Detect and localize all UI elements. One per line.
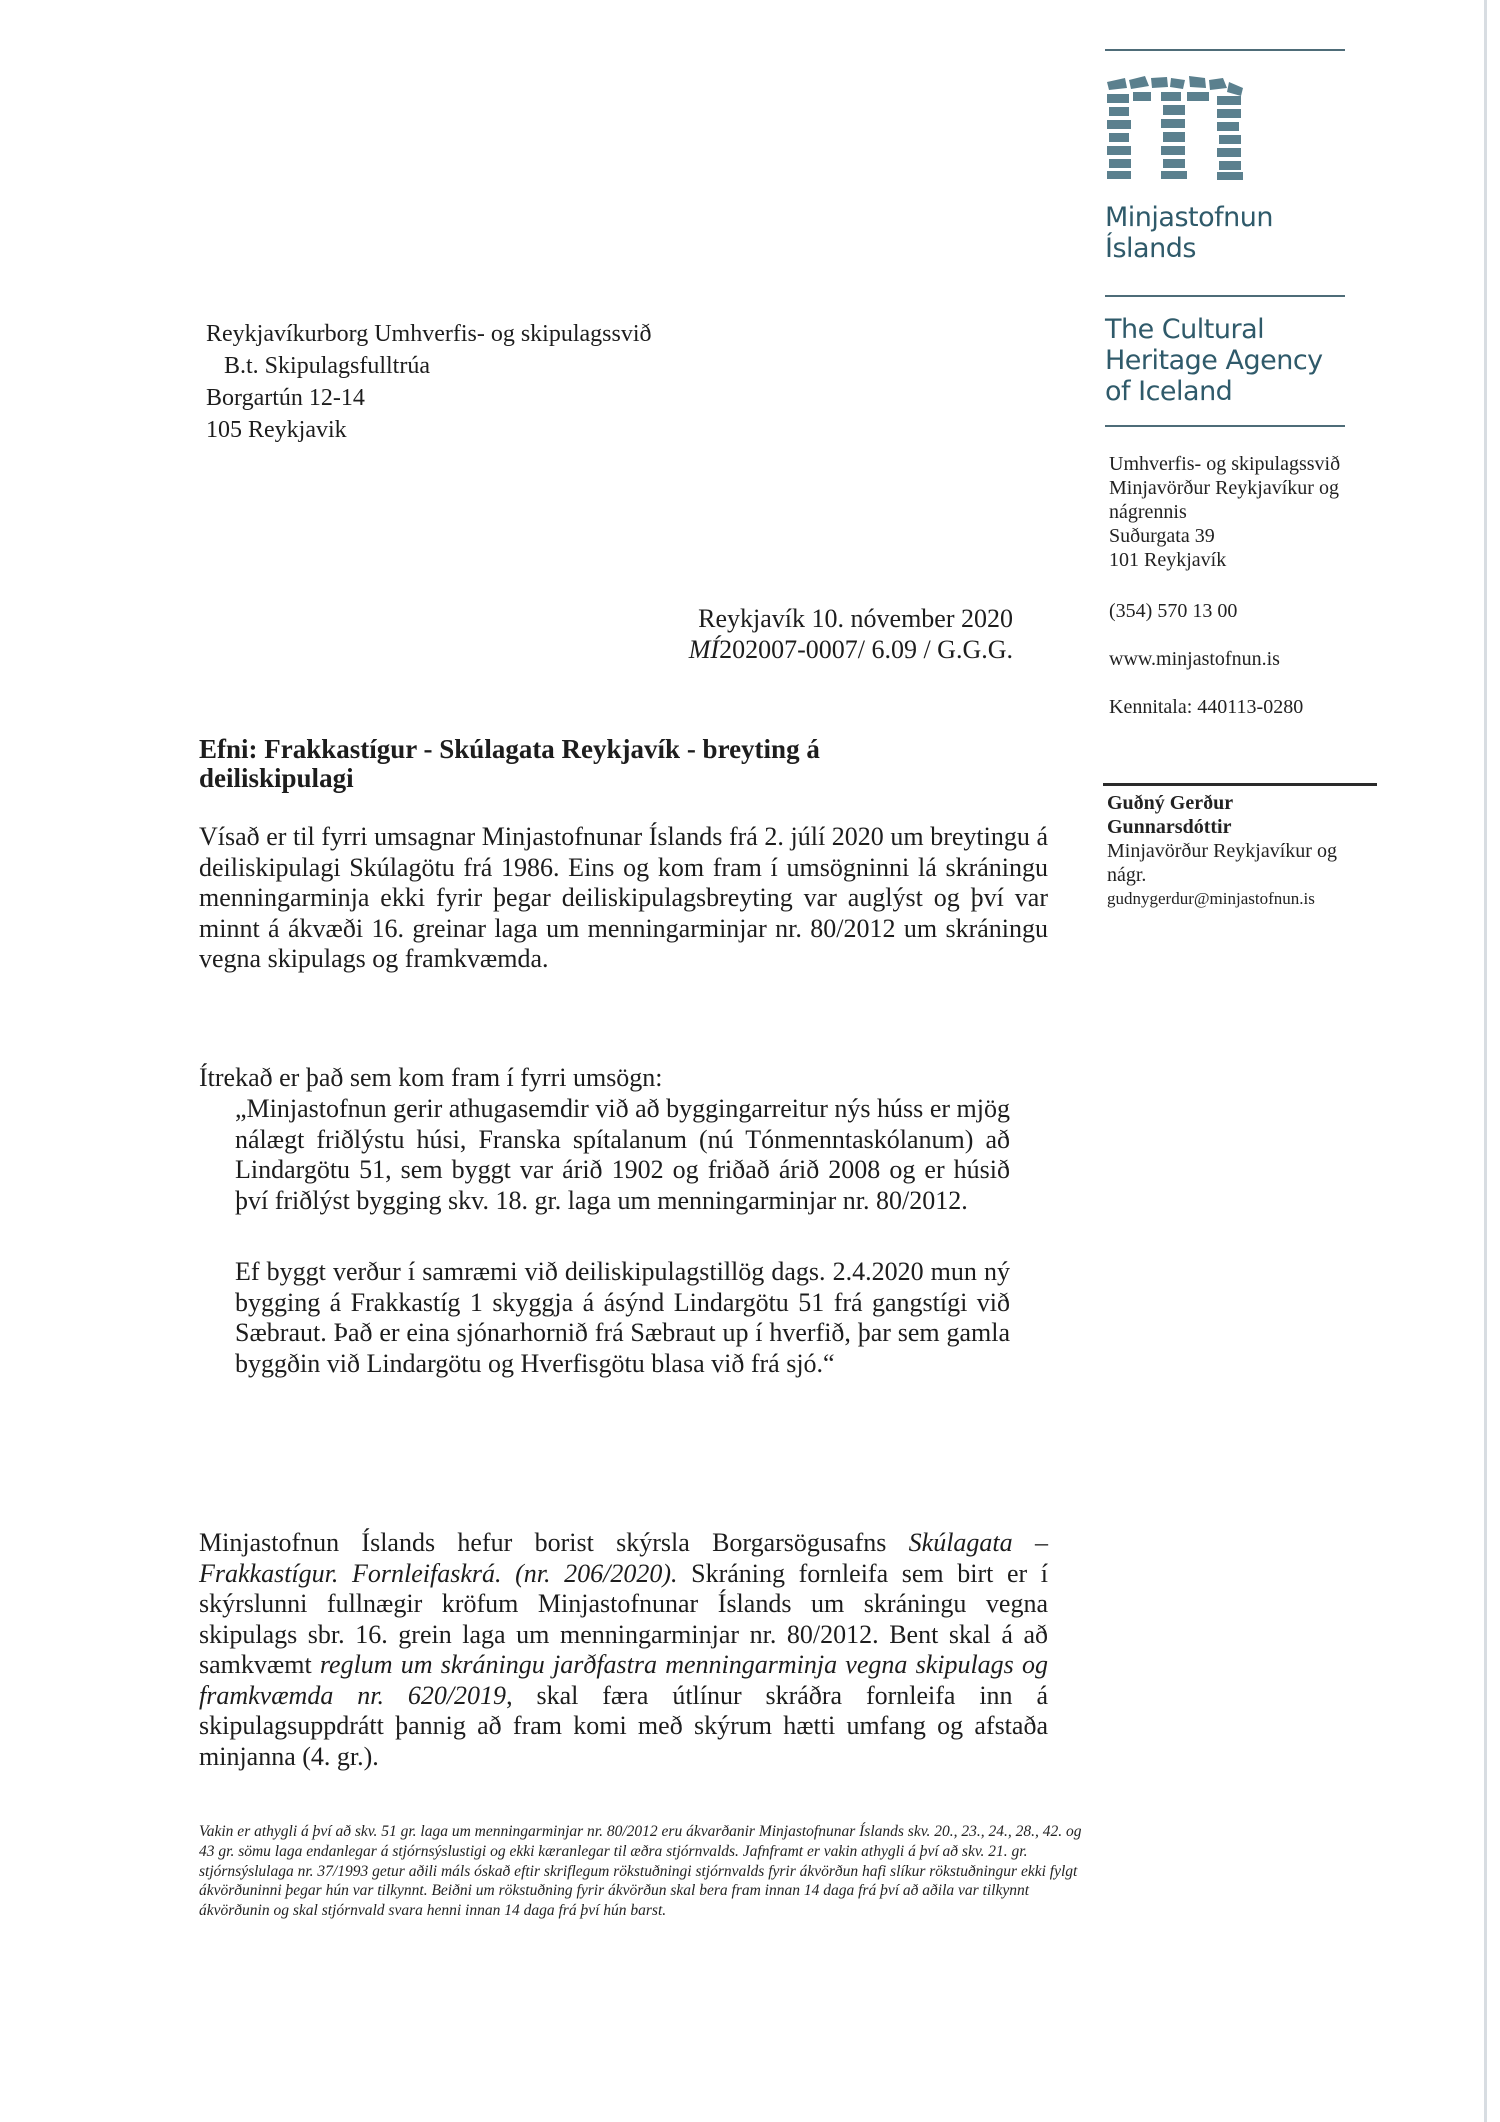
contact-name: Guðný Gerður bbox=[1107, 792, 1234, 814]
address-line: Minjavörður Reykjavíkur og bbox=[1109, 477, 1339, 499]
text-run: Minjastofnun Íslands hefur borist skýrsla Borgarsögusafns bbox=[199, 1528, 909, 1557]
letter-date: Reykjavík 10. nóvember 2020 bbox=[698, 604, 1013, 633]
recipient-line: Borgartún 12-14 bbox=[206, 385, 365, 411]
sender-phone: (354) 570 13 00 bbox=[1109, 600, 1238, 622]
contact-email[interactable]: gudnygerdur@minjastofnun.is bbox=[1107, 889, 1315, 908]
paragraph: Vísað er til fyrri umsagnar Minjastofnunar Íslands frá 2. júlí 2020 um breytingu á deiliskipulagi Skúlagötu frá 1986. Eins og kom fram í umsögninni lá skráningu menningarminja ekki fyrir þegar deiliskipulagsbreyting var auglýst og því var minnt á ákvæði 16. greinar laga um menningarminjar nr. 80/2012 um skráningu vegna skipulags og framkvæmda. bbox=[199, 822, 1048, 973]
quote-paragraph: Ef byggt verður í samræmi við deiliskipulagstillög dags. 2.4.2020 mun ný bygging á Frakkastíg 1 skyggja á ásýnd Lindargötu 51 frá gangstígi við Sæbraut. Það er eina sjónarhornið frá Sæbraut up í hverfið, þar sem gamla byggðin við Lindargötu og Hverfisgötu blasa við frá sjó.“ bbox=[235, 1257, 1010, 1378]
org-name-is bbox=[1105, 202, 1273, 264]
regulation-title: reglum um skráningu jarðfastra menningarminja vegna skipulags og framkvæmda nr. 620/2019 bbox=[199, 1650, 1049, 1710]
recipient-line: Reykjavíkurborg Umhverfis- og skipulagssvið bbox=[206, 321, 652, 347]
sender-address bbox=[1109, 452, 1340, 572]
org-name-line: Íslands bbox=[1105, 233, 1196, 264]
org-name-line: The Cultural bbox=[1105, 314, 1265, 345]
recipient-line: 105 Reykjavik bbox=[206, 417, 347, 443]
reference-number bbox=[560, 634, 1013, 665]
divider bbox=[1105, 425, 1345, 427]
contact-title: Minjavörður Reykjavíkur og bbox=[1107, 840, 1337, 862]
address-line: Umhverfis- og skipulagssvið bbox=[1109, 453, 1341, 475]
contact-title: nágr. bbox=[1107, 864, 1147, 886]
quote-paragraph: „Minjastofnun gerir athugasemdir við að byggingarreitur nýs húss er mjög nálægt friðlýstu húsi, Franska spítalanum (nú Tónmenntaskólanum) að Lindargötu 51, sem byggt var árið 1902 og friðað árið 2008 og er húsið því friðlýst bygging skv. 18. gr. laga um menningarminjar nr. 80/2012. bbox=[235, 1094, 1010, 1215]
subject-line: Efni: Frakkastígur - Skúlagata Reykjavík - breyting á deiliskipulagi bbox=[199, 734, 820, 793]
divider bbox=[1105, 295, 1345, 297]
address-line: nágrennis bbox=[1109, 501, 1187, 523]
paragraph bbox=[199, 1528, 1048, 1772]
contact-name: Gunnarsdóttir bbox=[1107, 816, 1232, 838]
reference-rest: 202007-0007/ 6.09 / G.G.G. bbox=[719, 635, 1013, 664]
scan-edge bbox=[1484, 0, 1487, 2122]
paragraph: Ítrekað er það sem kom fram í fyrri umsögn: bbox=[199, 1063, 663, 1092]
text-run: Skráning fornleifa sem birt er í skýrslunni fullnægir kröfum Minjastofnunar Íslands um skráningu vegna skipulags sbr. 16. grein laga um menningarminjar nr. 80/2012. Bent skal á að samkvæmt bbox=[199, 1558, 1048, 1679]
divider bbox=[1105, 49, 1345, 51]
org-name-line: Heritage Agency bbox=[1105, 345, 1323, 376]
stone-arch-m-logo-icon bbox=[1105, 74, 1250, 182]
reference-prefix: MÍ bbox=[688, 635, 720, 664]
recipient-line: B.t. Skipulagsfulltrúa bbox=[224, 353, 430, 379]
org-name-line: Minjastofnun bbox=[1105, 202, 1273, 233]
org-name-line: of Iceland bbox=[1105, 376, 1233, 407]
date-reference bbox=[560, 603, 1013, 665]
divider bbox=[1103, 783, 1377, 786]
legal-footnote: Vakin er athygli á því að skv. 51 gr. laga um menningarminjar nr. 80/2012 eru ákvarðanir Minjastofnunar Íslands skv. 20., 23., 24., 28., 42. og 43 gr. sömu laga endanlegar á stjórnsýslustigi og ekki kæranlegar til æðra stjórnvalds. Jafnframt er vakin athygli á því að skv. 21. gr. stjórnsýslulaga nr. 37/1993 getur aðili máls óskað eftir skriflegum rökstuðningi stjórnvalds fyrir ákvörðun hafi slíkur rökstuðningur ekki fylgt ákvörðuninni þegar hún var tilkynnt. Beiðni um rökstuðning fyrir ákvörðun skal bera fram innan 14 daga frá því að aðila var tilkynnt ákvörðunin og skal stjórnvald svara henni innan 14 daga frá því hún barst. bbox=[199, 1823, 1082, 1920]
sender-website[interactable]: www.minjastofnun.is bbox=[1109, 648, 1280, 670]
org-name-en bbox=[1105, 314, 1323, 407]
text-run: , skal færa útlínur skráðra fornleifa inn á skipulagsuppdrátt þannig að fram komi með skýrum hætti umfang og afstaða minjanna (4. gr.). bbox=[199, 1680, 1048, 1771]
address-line: 101 Reykjavík bbox=[1109, 549, 1227, 571]
sender-kennitala: Kennitala: 440113-0280 bbox=[1109, 696, 1304, 718]
report-title: Skúlagata – Frakkastígur. Fornleifaskrá. (nr. 206/2020). bbox=[199, 1528, 1048, 1588]
recipient-address bbox=[206, 318, 652, 446]
address-line: Suðurgata 39 bbox=[1109, 525, 1215, 547]
contact-block bbox=[1107, 791, 1337, 911]
